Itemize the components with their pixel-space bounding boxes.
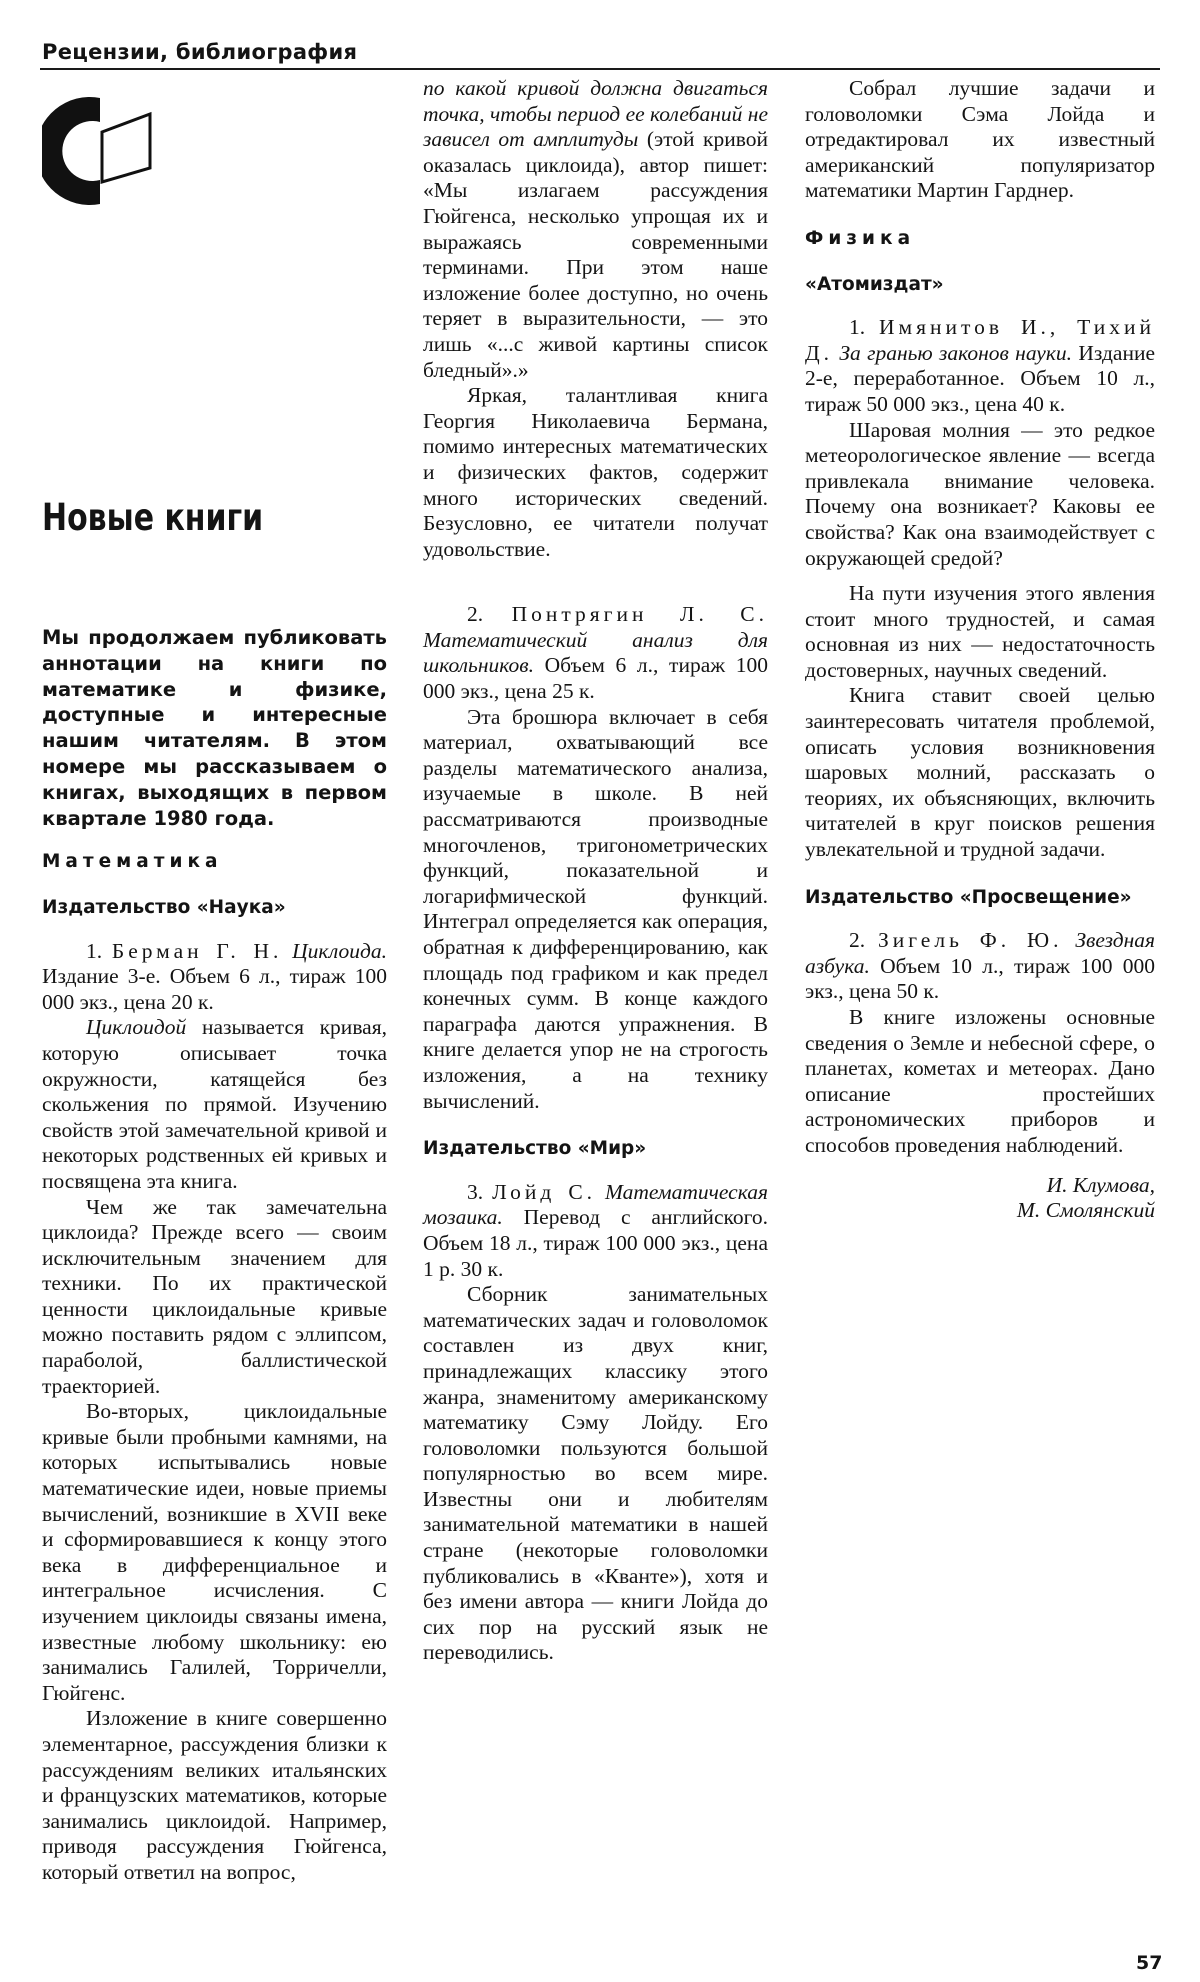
book-title: Математическая мозаика. — [423, 1179, 768, 1230]
book-details: Издание 2-е, переработанное. Объем 10 л., тираж 50 000 экз., цена 40 к. — [805, 340, 1156, 416]
paragraph: Эта брошюра включает в себя материал, охватывающий все разделы математического анализа, изучаемые в школе. В ней рассматриваются производные многочленов, тригонометрических функций, показательной и логарифмической функций. Интеграл определяется как операция, обратная к дифференцированию, как площадь под графиком и как предел конечных сумм. В конце каждого параграфа даются упражнения. В книге делается упор не на строгость изложения, а на технику вычислений. — [423, 704, 768, 1113]
section-logo-icon — [42, 96, 160, 206]
paragraph: Книга ставит своей целью заинтересовать читателя проблемой, описать условия возникновения шаровых молний, рассказать о теориях, их объясняющих, включить читателей в круг поисков решения увлекательной и трудной задачи. — [805, 683, 1155, 862]
page-number: 57 — [1136, 1952, 1163, 1974]
paragraph: Чем же так замечательна циклоида? Прежде всего — своим исключительным значением для техники. По их практической ценности циклоидальные кривые можно поставить рядом с эллипсом, параболой, баллистической траекторией. — [42, 1194, 387, 1398]
column-1 — [42, 625, 387, 1886]
paragraph-text: (этой кривой оказалась циклоида), автор пишет: «Мы излагаем рассуждения Гюйгенса, несколько упрощая их и выражаясь современными терминами. При этом наше изложение более доступно, но очень теряет в выразительности, — это лишь «...с живой картины список бледный».» — [423, 127, 768, 382]
paragraph — [423, 76, 768, 383]
header-rule — [40, 68, 1160, 70]
paragraph: Яркая, талантливая книга Георгия Николаевича Бермана, помимо интересных математических и физических фактов, содержит много исторических сведений. Безусловно, ее читатели получат удовольствие. — [423, 383, 768, 561]
book-author: Зигель Ф. Ю. — [878, 928, 1063, 953]
paragraph: Собрал лучшие задачи и головоломки Сэма Лойда и отредактировал их известный американский популяризатор математики Мартин Гарднер. — [805, 76, 1155, 203]
book-entry — [423, 1180, 768, 1282]
column-3 — [805, 76, 1155, 1224]
paragraph: Сборник занимательных математических задач и головоломок составлен из двух книг, принадлежащих классику этого жанра, знаменитому американскому математику Сэму Лойду. Его головоломки пользуются большой популярностью во всем мире. Известны они и любителям занимательной математики в нашей стране (некоторые головоломки публиковались в «Кванте»), хотя и без имени автора — книги Лойда до сих пор на русский язык не переводились. — [423, 1282, 768, 1665]
book-title: Циклоида. — [292, 938, 387, 963]
paragraph-text: называется кривая, которую описывает точка окружности, катящейся без скольжения по прямой. Изучению свойств этой замечательной кривой и некоторых родственных ей кривых и посвящена эта книга. — [42, 1015, 387, 1193]
entry-number: 1. — [86, 938, 103, 963]
entry-number: 2. — [467, 602, 484, 627]
book-details: Перевод с английского. Объем 18 л., тираж 100 000 экз., цена 1 р. 30 к. — [423, 1205, 768, 1281]
book-author: Берман Г. Н. — [111, 938, 283, 963]
entry-number: 1. — [849, 315, 866, 340]
entry-number: 2. — [849, 928, 866, 953]
book-entry — [805, 315, 1155, 417]
book-title: Звездная азбука. — [805, 928, 1155, 978]
page-title: Новые книги — [42, 496, 264, 539]
italic-phrase: по какой кривой должна двигаться точка, чтобы период ее колебаний не зависел от амплитуды — [423, 76, 768, 152]
book-entry — [805, 928, 1155, 1005]
paragraph: Во-вторых, циклоидальные кривые были пробными камнями, на которых испытывались новые математические идеи, новые приемы вычислений, возникшие в XVII веке и сформировавшиеся к концу этого века в дифференциальное и интегральное исчисления. С изучением циклоиды связаны имена, известные любому школьнику: ею занимались Галилей, Торричелли, Гюйгенс. — [42, 1399, 387, 1705]
publisher-nauka: Издательство «Наука» — [42, 896, 286, 918]
term: Циклоидой — [86, 1015, 187, 1040]
math-heading: Математика — [42, 851, 223, 873]
signature-author-1: И. Клумова, — [1046, 1172, 1155, 1197]
publisher-mir: Издательство «Мир» — [423, 1138, 647, 1160]
paragraph: На пути изучения этого явления стоит много трудностей, и самая основная из них — недостаточность достоверных, научных сведений. — [805, 581, 1155, 682]
book-entry — [423, 602, 768, 704]
paragraph: В книге изложены основные сведения о Земле и небесной сфере, о планетах, кометах и метеорах. Дано описание простейших астрономических приборов и способов проведения наблюдений. — [805, 1005, 1155, 1157]
publisher-prosveshchenie: Издательство «Просвещение» — [805, 886, 1132, 908]
paragraph — [42, 1015, 387, 1194]
section-header: Рецензии, библиография — [42, 40, 358, 64]
physics-heading: Физика — [805, 227, 916, 249]
signature-author-2: М. Смолянский — [1016, 1198, 1155, 1223]
column-2 — [423, 76, 768, 1666]
paragraph: Изложение в книге совершенно элементарное, рассуждения близки к рассуждениям великих итальянских и французских математиков, которые занимались циклоидой. Например, приводя рассуждения Гюйгенса, который ответил на вопрос, — [42, 1706, 387, 1884]
publisher-atomizdat: «Атомиздат» — [805, 273, 944, 295]
book-entry — [42, 939, 387, 1016]
intro-text: Мы продолжаем публиковать аннотации на книги по математике и физике, доступные и интересные нашим читателям. В этом номере мы рассказываем о книгах, выходящих в первом квартале 1980 года. — [42, 626, 387, 830]
book-details: Объем 6 л., тираж 100 000 экз., цена 25 к. — [423, 653, 769, 704]
paragraph: Шаровая молния — это редкое метеорологическое явление — всегда привлекала внимание человека. Почему она возникает? Каковы ее свойства? Как она взаимодействует с окружающей средой? — [805, 417, 1155, 570]
book-author: Лойд С. — [492, 1179, 597, 1204]
book-title: За гранью законов науки. — [839, 340, 1073, 365]
book-title: Математический анализ для школьников. — [423, 627, 768, 678]
signature — [805, 1173, 1155, 1224]
book-details: Издание 3-е. Объем 6 л., тираж 100 000 экз., цена 20 к. — [42, 964, 387, 1014]
entry-number: 3. — [467, 1179, 484, 1204]
book-author: Понтрягин Л. С. — [511, 602, 768, 627]
book-author: Имянитов И., Тихий Д. — [805, 315, 1155, 365]
book-details: Объем 10 л., тираж 100 000 экз., цена 50 к. — [805, 953, 1155, 1004]
